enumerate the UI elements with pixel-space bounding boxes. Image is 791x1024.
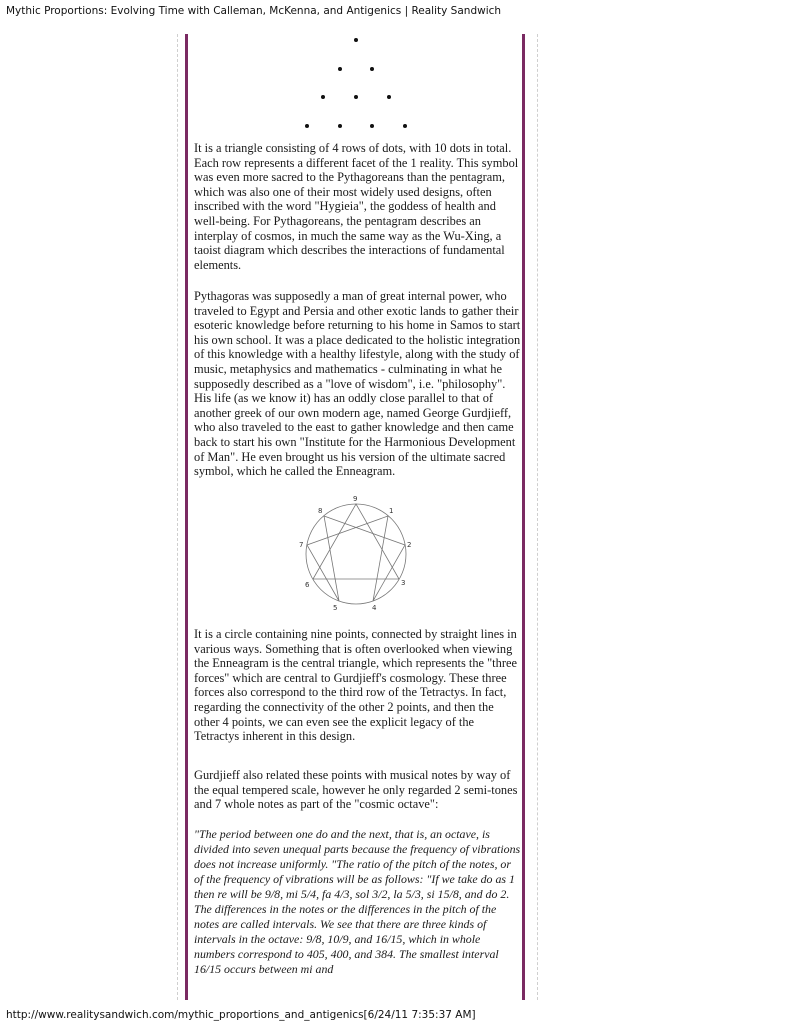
enneagram-label: 1 — [389, 507, 394, 515]
quote-cosmic-octave: "The period between one do and the next, that is, an octave, is divided into seven unequal parts because the frequency of vibrations does not increase uniformly. "The ratio of the pitch of the notes, or of the frequency of vibrations will be as follows: "If we take do as 1 then re will be 9/8, mi 5/4, fa 4/3, sol 3/2, la 5/3, si 15/8, and do 2. The differences in the notes or the differences in the pitch of the notes are called intervals. We see that there are three kinds of intervals in the octave: 9/8, 10/9, and 16/15, which in whole numbers correspond to 405, 400, and 384. The smallest interval 16/15 occurs between mi and — [194, 827, 521, 976]
page-header-title: Mythic Proportions: Evolving Time with Calleman, McKenna, and Antigenics | Reality Sandwich — [6, 5, 502, 17]
tetractys-dot — [338, 67, 342, 71]
enneagram-diagram — [293, 494, 423, 616]
enneagram-label: 9 — [353, 495, 358, 503]
enneagram-label: 2 — [407, 541, 412, 549]
page-footer-url: http://www.realitysandwich.com/mythic_proportions_and_antigenics[6/24/11 7:35:37 AM] — [6, 1009, 476, 1021]
paragraph-enneagram: It is a circle containing nine points, connected by straight lines in various ways. Something that is often overlooked when viewing the Enneagram is the central triangle, which represents the "three forces" which are central to Gurdjieff's cosmology. These three forces also correspond to the third row of the Tetractys. In fact, regarding the connectivity of the other 2 points, and then the other 4 points, we can even see the explicit legacy of the Tetractys inherent in this design. — [194, 627, 517, 744]
tetractys-dot — [370, 67, 374, 71]
tetractys-dot — [321, 95, 325, 99]
left-dashed-border — [177, 34, 178, 1000]
enneagram-label: 7 — [299, 541, 304, 549]
enneagram-label: 6 — [305, 581, 310, 589]
right-accent-border — [522, 34, 525, 1000]
enneagram-label: 3 — [401, 579, 406, 587]
enneagram-label: 8 — [318, 507, 323, 515]
tetractys-dot — [370, 124, 374, 128]
tetractys-dot — [387, 95, 391, 99]
right-dashed-border — [537, 34, 538, 1000]
tetractys-dot — [305, 124, 309, 128]
tetractys-dot — [338, 124, 342, 128]
tetractys-dot — [354, 95, 358, 99]
enneagram-label: 5 — [333, 604, 338, 612]
paragraph-gurdjieff-notes: Gurdjieff also related these points with musical notes by way of the equal tempered scale, however he only regarded 2 semi-tones and 7 whole notes as part of the "cosmic octave": — [194, 768, 518, 812]
tetractys-dot — [354, 38, 358, 42]
tetractys-dot — [403, 124, 407, 128]
left-accent-border — [185, 34, 188, 1000]
paragraph-pythagoras: Pythagoras was supposedly a man of great internal power, who traveled to Egypt and Persia and other exotic lands to gather their esoteric knowledge before returning to his home in Samos to start his own school. It was a place dedicated to the holistic integration of this knowledge with a healthy lifestyle, along with the study of music, metaphysics and mathematics - culminating in what he supposedly described as a "love of wisdom", i.e. "philosophy". His life (as we know it) has an oddly close parallel to that of another greek of our own modern age, named George Gurdjieff, who also traveled to the east to gather knowledge and then came back to start his own "Institute for the Harmonious Development of Man". He even brought us his version of the ultimate sacred symbol, which he called the Enneagram. — [194, 289, 521, 479]
enneagram-label: 4 — [372, 604, 377, 612]
paragraph-tetractys: It is a triangle consisting of 4 rows of dots, with 10 dots in total. Each row represents a different facet of the 1 reality. This symbol was even more sacred to the Pythagoreans than the pentagram, which was also one of their most widely used designs, often inscribed with the word "Hygieia", the goddess of health and well-being. For Pythagoreans, the pentagram describes an interplay of cosmos, in much the same way as the Wu-Xing, a taoist diagram which describes the interactions of fundamental elements. — [194, 141, 519, 272]
